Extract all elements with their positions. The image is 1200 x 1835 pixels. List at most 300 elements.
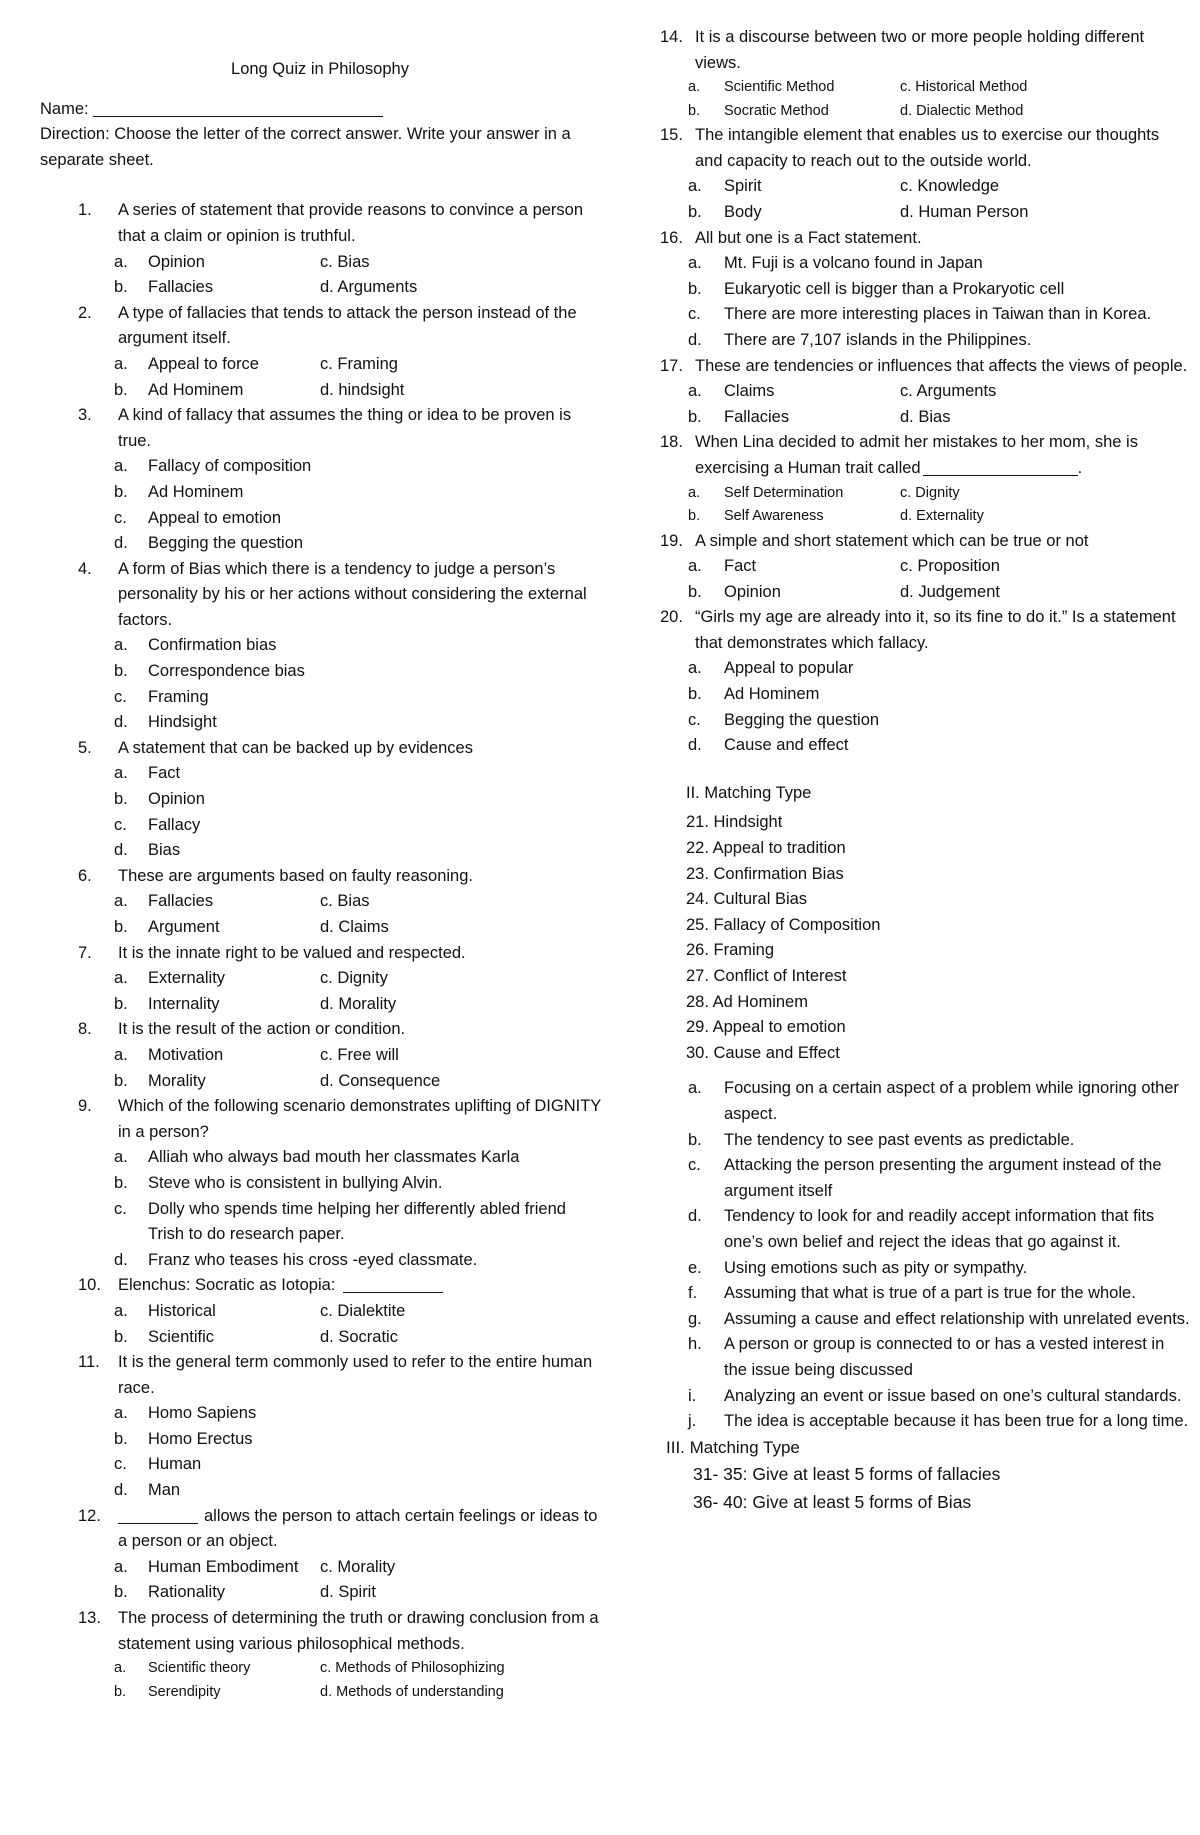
- option[interactable]: c. Knowledge: [900, 177, 1000, 196]
- question-text: It is a discourse between two or more people holding different views.: [695, 28, 1145, 72]
- option-text: Mt. Fuji is a volcano found in Japan: [724, 254, 983, 273]
- question-number: 3.: [78, 406, 92, 425]
- section-3-item: 36- 40: Give at least 5 forms of Bias: [693, 1492, 972, 1513]
- option-row: [655, 76, 1190, 100]
- option[interactable]: [655, 302, 1190, 328]
- option-row: [40, 1299, 605, 1325]
- question-1: [40, 198, 605, 249]
- section-3-item: 31- 35: Give at least 5 forms of fallacies: [693, 1464, 1001, 1485]
- option-row: [655, 554, 1190, 580]
- option-row: [655, 580, 1190, 606]
- option[interactable]: [655, 251, 1190, 277]
- option-text: Focusing on a certain aspect of a problem while ignoring other aspect.: [724, 1079, 1179, 1123]
- option[interactable]: [40, 352, 320, 378]
- option[interactable]: c. Dignity: [900, 484, 960, 501]
- option[interactable]: [655, 100, 900, 124]
- option[interactable]: [655, 76, 900, 100]
- option-text: Socratic Method: [724, 102, 829, 119]
- option-letter: b.: [688, 202, 702, 221]
- option-text: Appeal to popular: [724, 659, 854, 678]
- answer-blank[interactable]: [923, 456, 1078, 476]
- option[interactable]: [655, 379, 900, 405]
- matching-item-25: 25. Fallacy of Composition: [686, 915, 881, 934]
- option-text: Claims: [724, 382, 775, 401]
- question-text: allows the person to attach certain feelings or ideas to a person or an object.: [118, 1506, 598, 1551]
- question-number: 4.: [78, 559, 92, 578]
- option-text: Attacking the person presenting the argument instead of the argument itself: [724, 1156, 1162, 1200]
- option-letter: d.: [114, 1250, 128, 1269]
- option-row: [40, 966, 605, 992]
- option[interactable]: [40, 761, 605, 787]
- option[interactable]: c. Bias: [320, 252, 370, 271]
- option-letter: a.: [114, 969, 128, 988]
- question-7: [40, 941, 605, 967]
- option-text: Scientific Method: [724, 79, 835, 96]
- option-row: [40, 889, 605, 915]
- option[interactable]: [40, 1555, 320, 1581]
- option[interactable]: [40, 454, 605, 480]
- option[interactable]: d. Arguments: [320, 278, 418, 297]
- option[interactable]: c. Historical Method: [900, 79, 1028, 96]
- option[interactable]: [40, 1325, 320, 1351]
- option-letter: h.: [688, 1335, 702, 1354]
- question-number: 7.: [78, 943, 92, 962]
- option[interactable]: d. Socratic: [320, 1327, 398, 1346]
- question-number: 13.: [78, 1609, 101, 1628]
- option-letter: b.: [114, 918, 128, 936]
- option[interactable]: [40, 1043, 320, 1069]
- option[interactable]: [40, 813, 605, 839]
- matching-item-24: 24. Cultural Bias: [686, 890, 808, 909]
- option[interactable]: [655, 580, 900, 606]
- option-row: [40, 1681, 605, 1705]
- option-text: Externality: [148, 969, 226, 988]
- option-letter: d.: [688, 330, 702, 349]
- option-text: Fallacies: [724, 407, 790, 426]
- question-number: 15.: [660, 126, 683, 145]
- option-text: Dolly who spends time helping her differently abled friend Trish to do research paper.: [148, 1199, 566, 1244]
- option[interactable]: c. Free will: [320, 1045, 399, 1064]
- option[interactable]: [40, 1299, 320, 1325]
- option-row: [40, 378, 605, 404]
- option[interactable]: [40, 966, 320, 992]
- question-number: 19.: [660, 531, 683, 550]
- option[interactable]: [40, 1478, 605, 1504]
- option-text: Ad Hominem: [148, 482, 244, 501]
- option-text: There are more interesting places in Taiwan than in Korea.: [724, 305, 1152, 324]
- option[interactable]: [655, 405, 900, 431]
- option-text: Fallacies: [148, 892, 214, 911]
- option[interactable]: c. Morality: [320, 1557, 396, 1576]
- matching-choice: [655, 1076, 1190, 1127]
- answer-blank[interactable]: [343, 1273, 443, 1293]
- matching-choice: [655, 1204, 1190, 1255]
- option-letter: a.: [114, 1660, 127, 1677]
- option-row: [40, 1657, 605, 1681]
- question-number: 11.: [78, 1353, 100, 1372]
- option-text: Motivation: [148, 1045, 224, 1064]
- question-number: 14.: [660, 28, 683, 46]
- question-text: A statement that can be backed up by evidences: [118, 738, 473, 757]
- option-text: Hindsight: [148, 713, 217, 732]
- matching-choice: [655, 1256, 1190, 1282]
- option-text: Opinion: [724, 582, 781, 601]
- option[interactable]: [655, 328, 1190, 354]
- option-letter: i.: [688, 1386, 697, 1405]
- question-number: 12.: [78, 1506, 101, 1525]
- option[interactable]: [40, 685, 605, 711]
- option-row: [655, 200, 1190, 226]
- option-text: Scientific theory: [148, 1660, 251, 1677]
- matching-choice: [655, 1409, 1190, 1435]
- option[interactable]: [655, 682, 1190, 708]
- option[interactable]: [40, 1248, 605, 1274]
- question-number: 1.: [78, 201, 92, 220]
- option[interactable]: [655, 505, 900, 529]
- option-letter: a.: [114, 354, 128, 373]
- option[interactable]: [40, 1427, 605, 1453]
- option-letter: c.: [688, 305, 701, 324]
- matching-item-23: 23. Confirmation Bias: [686, 864, 844, 883]
- option-row: [655, 379, 1190, 405]
- option[interactable]: [40, 992, 320, 1018]
- option-text: Man: [148, 1481, 181, 1500]
- option[interactable]: c. Proposition: [900, 557, 1000, 576]
- question-10: [40, 1273, 605, 1299]
- answer-blank[interactable]: [118, 1504, 198, 1524]
- option[interactable]: d. Methods of understanding: [320, 1683, 504, 1700]
- matching-choice: [655, 1307, 1190, 1333]
- option-letter: a.: [688, 177, 702, 196]
- question-13: [40, 1606, 605, 1657]
- question-14: [655, 25, 1190, 76]
- option[interactable]: [655, 554, 900, 580]
- question-2: [40, 301, 605, 352]
- option-letter: b.: [688, 102, 701, 119]
- option-text: Analyzing an event or issue based on one’s cultural standards.: [724, 1386, 1182, 1405]
- option-letter: j.: [688, 1412, 697, 1431]
- question-text: A kind of fallacy that assumes the thing or idea to be proven is true.: [118, 406, 572, 450]
- question-text: A series of statement that provide reasons to convince a person that a claim or opinion is truthful.: [118, 201, 584, 245]
- option[interactable]: d. Judgement: [900, 582, 1000, 601]
- question-text: When Lina decided to admit her mistakes to her mom, she is exercising a Human trait called: [695, 433, 1138, 477]
- option[interactable]: d. Externality: [900, 508, 984, 524]
- option-row: [40, 275, 605, 301]
- option-text: Argument: [148, 918, 220, 936]
- option-letter: d.: [114, 841, 128, 860]
- option[interactable]: c. Methods of Philosophizing: [320, 1660, 505, 1677]
- option[interactable]: [40, 1171, 605, 1197]
- question-text: A type of fallacies that tends to attack the person instead of the argument itself.: [118, 303, 577, 348]
- option-letter: d.: [688, 1207, 702, 1226]
- question-number: 9.: [78, 1097, 92, 1116]
- option[interactable]: [40, 1145, 605, 1171]
- option-letter: b.: [688, 1130, 702, 1149]
- option-letter: a.: [114, 1404, 128, 1423]
- option-letter: a.: [114, 1045, 128, 1064]
- option[interactable]: [655, 656, 1190, 682]
- option-letter: a.: [688, 382, 702, 401]
- option-text: Eukaryotic cell is bigger than a Prokaryotic cell: [724, 279, 1065, 298]
- matching-item-28: 28. Ad Hominem: [686, 992, 808, 1011]
- option-text: Morality: [148, 1071, 206, 1090]
- option[interactable]: [655, 200, 900, 226]
- option-text: Rationality: [148, 1583, 226, 1602]
- question-text: “Girls my age are already into it, so its fine to do it.” Is a statement that demonstrates which fallacy.: [695, 608, 1176, 652]
- matching-item-26: 26. Framing: [686, 941, 775, 960]
- question-text: The intangible element that enables us to exercise our thoughts and capacity to reach out to the outside world.: [695, 126, 1160, 170]
- option[interactable]: [655, 708, 1190, 734]
- question-12: [40, 1504, 605, 1555]
- option-row: [40, 1043, 605, 1069]
- option[interactable]: [40, 1069, 320, 1095]
- option[interactable]: [655, 733, 1190, 759]
- option[interactable]: [40, 1657, 320, 1681]
- right-column: [655, 0, 1190, 1516]
- option-row: [40, 992, 605, 1018]
- option-text: Framing: [148, 687, 209, 706]
- option-letter: a.: [688, 1079, 702, 1098]
- option[interactable]: [40, 1681, 320, 1705]
- option-row: [655, 405, 1190, 431]
- option-letter: b.: [114, 1327, 128, 1346]
- matching-item-21: 21. Hindsight: [686, 813, 783, 832]
- option[interactable]: [40, 506, 605, 532]
- question-number: 16.: [660, 228, 683, 247]
- option[interactable]: c. Dignity: [320, 969, 388, 988]
- section-3-heading: III. Matching Type: [666, 1437, 800, 1457]
- option-letter: a.: [688, 79, 701, 96]
- option[interactable]: [40, 275, 320, 301]
- option-row: [40, 352, 605, 378]
- option[interactable]: [655, 482, 900, 506]
- question-text: Elenchus: Socratic as Iotopia:: [118, 1276, 336, 1295]
- section-2-heading: II. Matching Type: [686, 783, 812, 802]
- option-text: Historical: [148, 1301, 216, 1320]
- question-4: [40, 557, 605, 634]
- option-text: Ad Hominem: [724, 685, 820, 704]
- option-letter: b.: [114, 278, 128, 297]
- option-text: Fallacy of composition: [148, 457, 312, 476]
- name-field[interactable]: [93, 97, 383, 117]
- option-text: Body: [724, 202, 762, 221]
- question-number: 2.: [78, 303, 92, 322]
- option-letter: c.: [688, 710, 701, 729]
- matching-choice: [655, 1153, 1190, 1204]
- question-text: The process of determining the truth or drawing conclusion from a statement using various philosophical methods.: [118, 1609, 599, 1653]
- option-text: Steve who is consistent in bullying Alvin.: [148, 1173, 443, 1192]
- option-letter: b.: [114, 994, 128, 1013]
- option-row: [40, 1555, 605, 1581]
- option-text: Ad Hominem: [148, 380, 244, 399]
- option-row: [655, 482, 1190, 506]
- question-text: It is the result of the action or condition.: [118, 1020, 406, 1039]
- direction-text: Direction: Choose the letter of the correct answer. Write your answer in a separate sheet.: [40, 125, 571, 169]
- option[interactable]: d. hindsight: [320, 380, 405, 399]
- option[interactable]: [655, 174, 900, 200]
- period: .: [1077, 458, 1083, 477]
- option-letter: e.: [688, 1258, 702, 1277]
- option-letter: c.: [114, 815, 127, 834]
- left-column: [40, 0, 605, 1704]
- option-text: Assuming a cause and effect relationship with unrelated events.: [724, 1309, 1190, 1328]
- option-row: [40, 1580, 605, 1606]
- option-row: [40, 1069, 605, 1095]
- option-letter: a.: [114, 892, 128, 911]
- option[interactable]: d. Claims: [320, 918, 389, 936]
- option-letter: c.: [114, 508, 127, 527]
- question-text: Which of the following scenario demonstrates uplifting of DIGNITY in a person?: [118, 1097, 602, 1141]
- question-8: [40, 1017, 605, 1043]
- option[interactable]: d. Consequence: [320, 1071, 441, 1090]
- matching-choice: [655, 1332, 1190, 1383]
- option-text: Begging the question: [724, 710, 880, 729]
- option[interactable]: [655, 277, 1190, 303]
- option-text: Human Embodiment: [148, 1557, 299, 1576]
- option-text: Homo Sapiens: [148, 1404, 257, 1423]
- option-letter: a.: [688, 557, 702, 576]
- option-text: Opinion: [148, 252, 205, 271]
- option-text: Homo Erectus: [148, 1429, 253, 1448]
- option-text: Correspondence bias: [148, 662, 305, 681]
- option[interactable]: [40, 915, 320, 941]
- option-text: Opinion: [148, 790, 205, 809]
- question-number: 10.: [78, 1276, 101, 1295]
- question-text: These are arguments based on faulty reasoning.: [118, 866, 473, 885]
- question-number: 18.: [660, 433, 683, 452]
- question-number: 5.: [78, 738, 92, 757]
- option-text: Human: [148, 1455, 202, 1474]
- option[interactable]: d. Bias: [900, 407, 951, 426]
- option[interactable]: [40, 250, 320, 276]
- question-number: 8.: [78, 1020, 92, 1039]
- name-label: Name:: [40, 99, 89, 118]
- option-text: Internality: [148, 994, 220, 1013]
- question-text: These are tendencies or influences that affects the views of people.: [695, 356, 1188, 375]
- option-text: Self Awareness: [724, 508, 824, 524]
- option-text: Spirit: [724, 177, 762, 196]
- option-text: Fact: [724, 557, 757, 576]
- option-letter: c.: [688, 1156, 701, 1175]
- question-6: [40, 864, 605, 890]
- option-letter: a.: [114, 252, 128, 271]
- option[interactable]: [40, 1452, 605, 1478]
- option[interactable]: d. Spirit: [320, 1583, 376, 1602]
- option-text: Alliah who always bad mouth her classmates Karla: [148, 1148, 520, 1167]
- option-text: Franz who teases his cross -eyed classmate.: [148, 1250, 478, 1269]
- option-letter: a.: [114, 636, 128, 655]
- question-number: 20.: [660, 608, 683, 627]
- option-letter: b.: [688, 582, 702, 601]
- option-text: Cause and effect: [724, 736, 849, 755]
- option-letter: b.: [114, 482, 128, 501]
- option[interactable]: [40, 378, 320, 404]
- question-20: [655, 605, 1190, 656]
- option-letter: a.: [688, 659, 702, 678]
- option[interactable]: d. Dialectic Method: [900, 102, 1024, 119]
- option-letter: b.: [114, 1071, 128, 1090]
- matching-item-30: 30. Cause and Effect: [686, 1043, 840, 1062]
- option-text: Tendency to look for and readily accept information that fits one’s own belief and reject the ideas that go against it.: [724, 1207, 1155, 1251]
- question-5: [40, 736, 605, 762]
- option-letter: b.: [114, 662, 128, 681]
- option[interactable]: [40, 480, 605, 506]
- question-text: A form of Bias which there is a tendency to judge a person’s personality by his or her actions without considering the external factors.: [118, 559, 587, 629]
- option-text: Using emotions such as pity or sympathy.: [724, 1258, 1028, 1277]
- option-letter: b.: [114, 1683, 127, 1700]
- option-letter: b.: [114, 1173, 128, 1192]
- option[interactable]: [40, 889, 320, 915]
- matching-item-27: 27. Conflict of Interest: [686, 967, 847, 985]
- option-letter: d.: [114, 1481, 128, 1500]
- option-letter: c.: [114, 1455, 127, 1474]
- matching-item-29: 29. Appeal to emotion: [686, 1018, 846, 1037]
- question-19: [655, 529, 1190, 555]
- option[interactable]: [40, 659, 605, 685]
- option-text: Serendipity: [148, 1683, 221, 1700]
- question-15: [655, 123, 1190, 174]
- option-letter: b.: [688, 407, 702, 426]
- page-title: Long Quiz in Philosophy: [231, 60, 409, 78]
- name-row: [40, 97, 605, 123]
- option[interactable]: c. Dialektite: [320, 1301, 406, 1320]
- option-text: The idea is acceptable because it has been true for a long time.: [724, 1412, 1189, 1431]
- option[interactable]: [40, 1401, 605, 1427]
- question-11: [40, 1350, 605, 1401]
- option-letter: b.: [114, 1583, 128, 1602]
- question-16: [655, 226, 1190, 252]
- option-text: Begging the question: [148, 534, 304, 553]
- option[interactable]: [40, 531, 605, 557]
- option-letter: f.: [688, 1284, 698, 1303]
- option[interactable]: [40, 838, 605, 864]
- option[interactable]: [40, 1197, 605, 1248]
- option[interactable]: [40, 710, 605, 736]
- option[interactable]: c. Bias: [320, 892, 370, 911]
- matching-item-22: 22. Appeal to tradition: [686, 839, 846, 858]
- option[interactable]: c. Arguments: [900, 382, 997, 401]
- option[interactable]: c. Framing: [320, 354, 398, 373]
- question-text: It is the general term commonly used to refer to the entire human race.: [118, 1353, 593, 1397]
- option-letter: b.: [114, 790, 128, 809]
- option[interactable]: d. Human Person: [900, 202, 1029, 221]
- option-text: Appeal to emotion: [148, 508, 282, 527]
- option-letter: a.: [114, 764, 128, 783]
- option-letter: d.: [688, 736, 702, 755]
- option-text: Fact: [148, 764, 181, 783]
- option-row: [40, 250, 605, 276]
- option[interactable]: [40, 787, 605, 813]
- option[interactable]: [40, 1580, 320, 1606]
- option[interactable]: d. Morality: [320, 994, 397, 1013]
- option-letter: b.: [688, 508, 701, 524]
- option-text: Scientific: [148, 1327, 215, 1346]
- option-letter: a.: [688, 254, 702, 273]
- option-letter: a.: [688, 484, 701, 501]
- option-letter: c.: [114, 1199, 127, 1218]
- option-row: [40, 1325, 605, 1351]
- option-text: Fallacy: [148, 815, 201, 834]
- option-text: Confirmation bias: [148, 636, 277, 655]
- option[interactable]: [40, 633, 605, 659]
- question-text: It is the innate right to be valued and respected.: [118, 943, 466, 962]
- option-text: Fallacies: [148, 278, 214, 297]
- option-text: The tendency to see past events as predictable.: [724, 1130, 1075, 1149]
- option-row: [655, 100, 1190, 124]
- option-text: Assuming that what is true of a part is true for the whole.: [724, 1284, 1136, 1303]
- option-letter: b.: [688, 685, 702, 704]
- question-number: 17.: [660, 356, 683, 375]
